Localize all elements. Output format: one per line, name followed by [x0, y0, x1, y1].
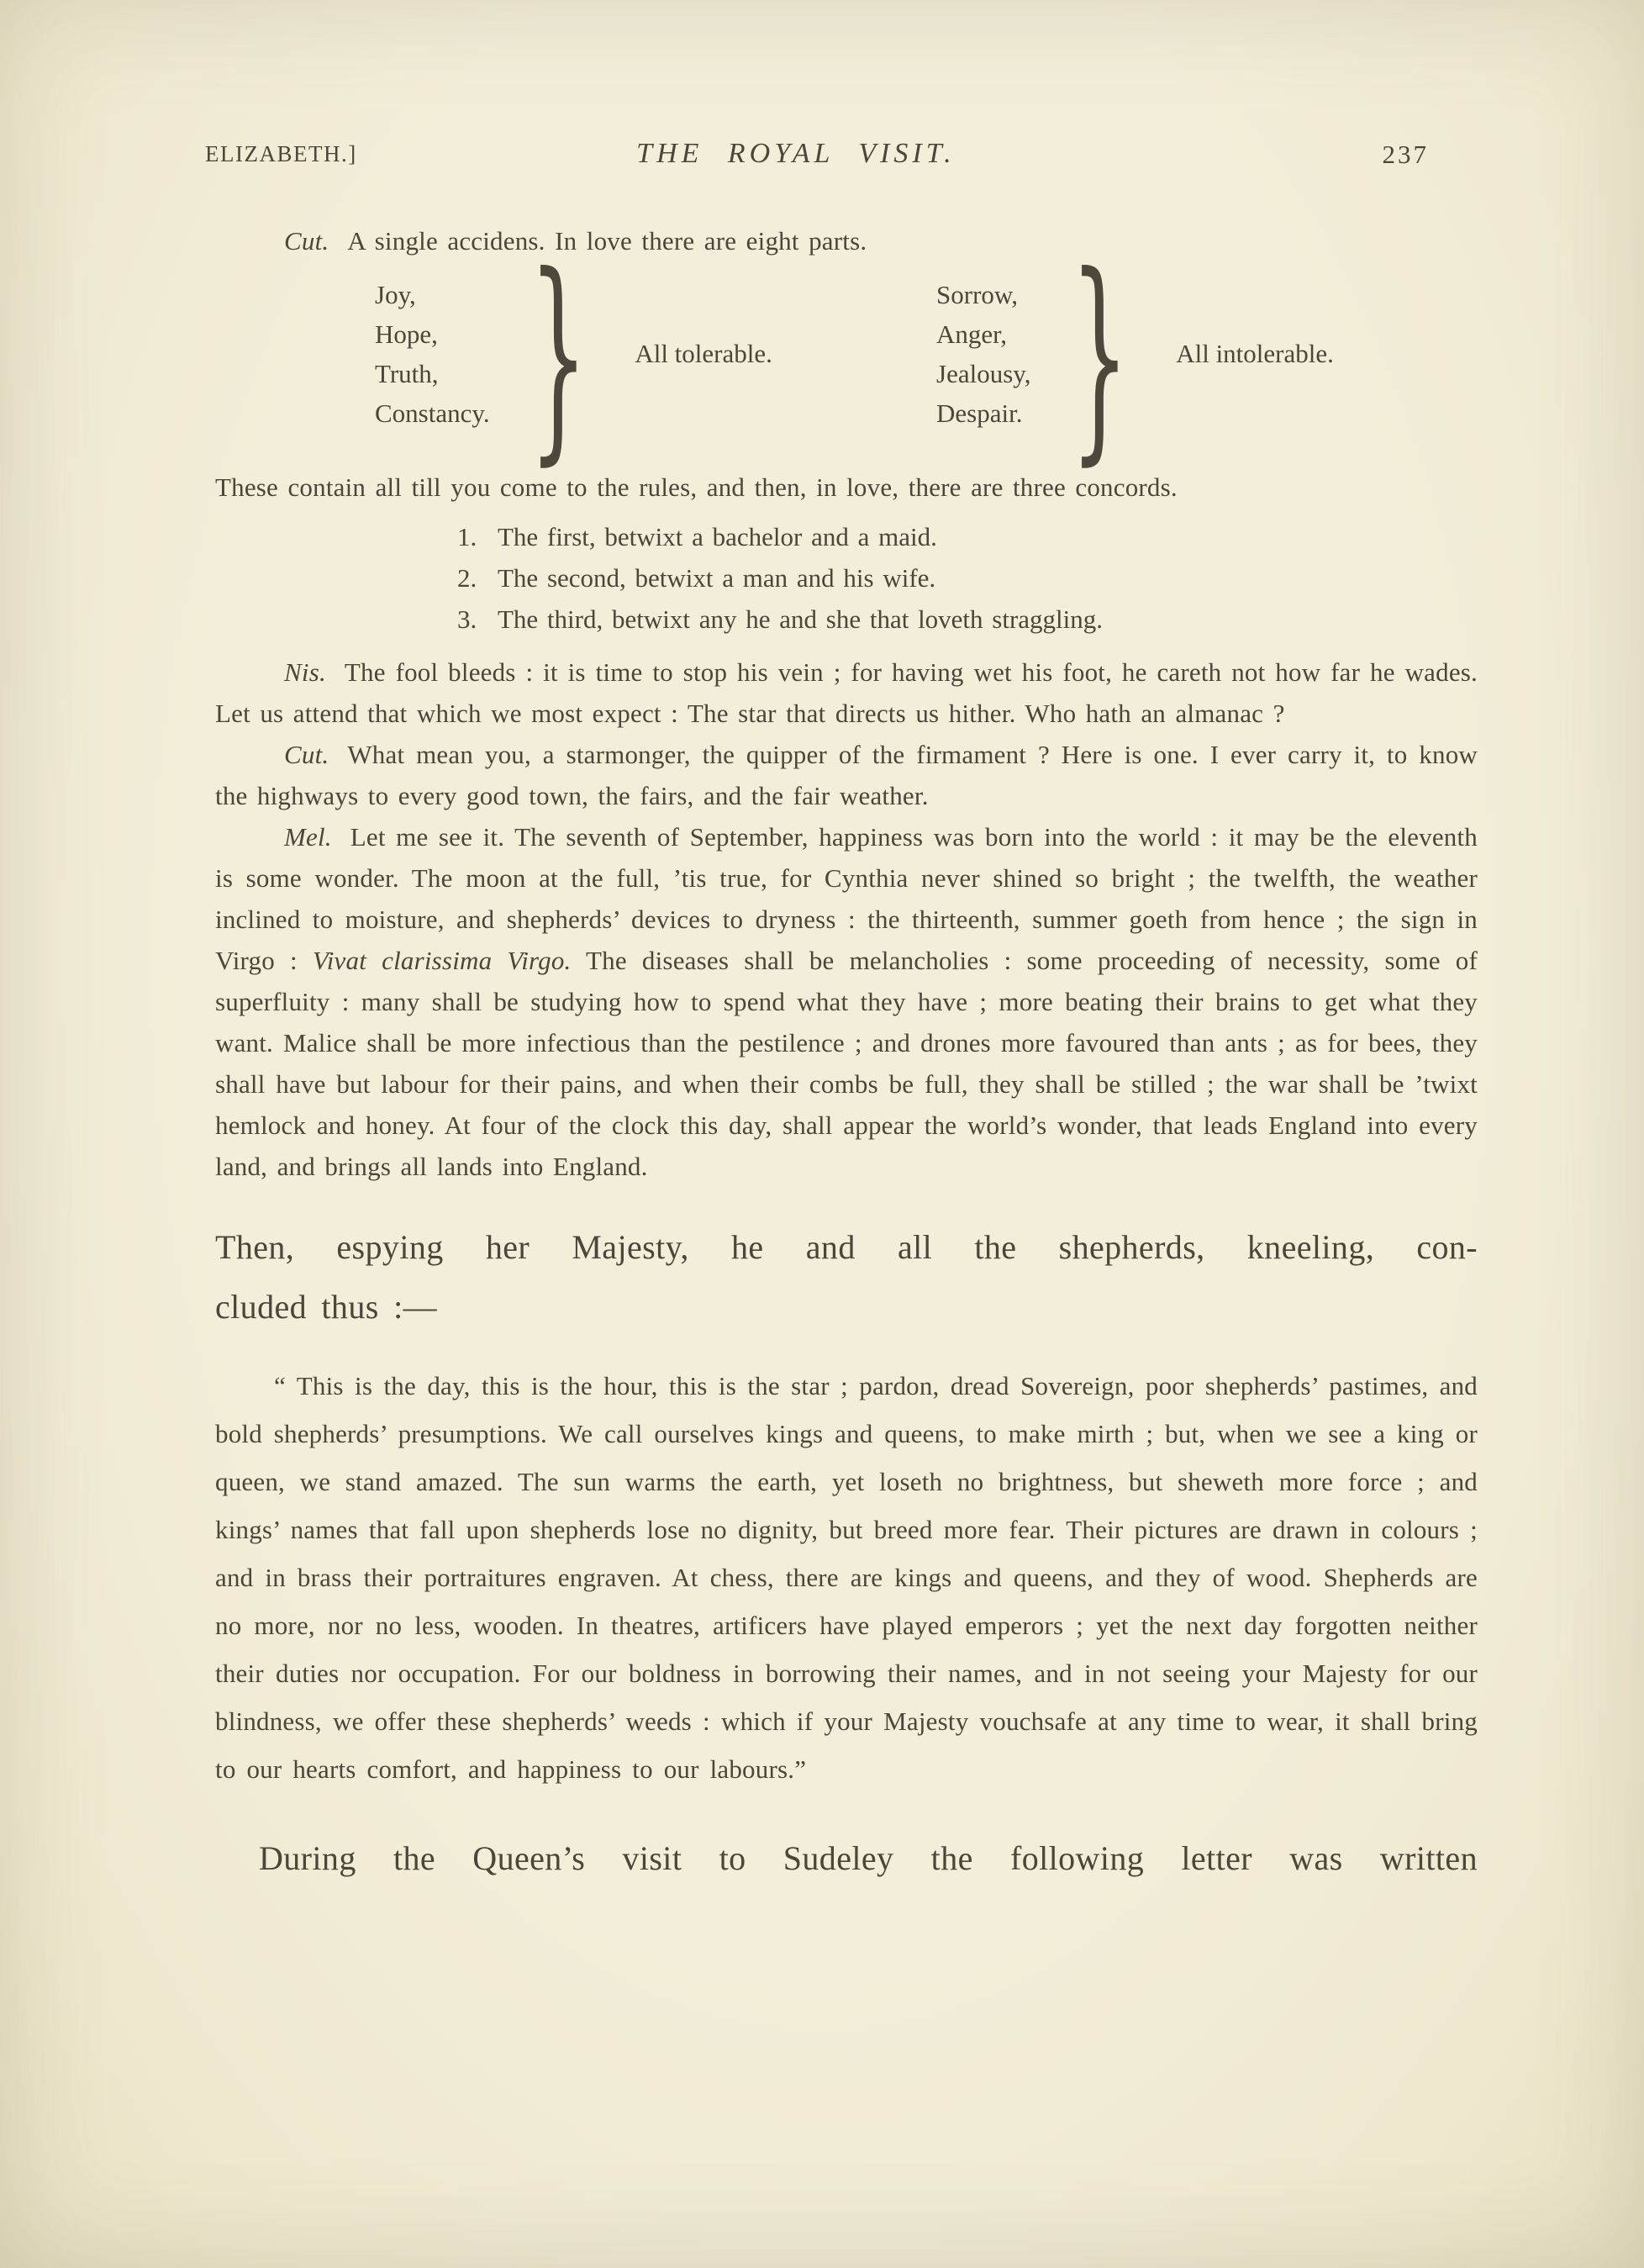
list-item: Hope, — [375, 319, 438, 349]
list-item: Joy, — [375, 280, 416, 309]
list-number: 2. — [457, 563, 477, 593]
list-item: Despair. — [936, 398, 1023, 428]
list-number: 1. — [457, 522, 477, 551]
speaker-nis: Nis. — [284, 657, 326, 687]
list-item — [457, 557, 1478, 599]
page-number: 237 — [1382, 140, 1429, 169]
running-head-context: ELIZABETH.] — [205, 141, 357, 166]
tolerable-label: All tolerable. — [635, 339, 772, 368]
display-line: Then, espying her Majesty, he and all the shepherds, kneeling, con- — [215, 1228, 1478, 1266]
intolerable-label: All intolerable. — [1176, 339, 1334, 368]
accidens-text: A single accidens. In love there are eight parts. — [347, 226, 867, 256]
paragraph-mel — [215, 816, 1478, 1187]
list-text: The third, betwixt any he and she that loveth straggling. — [498, 604, 1104, 634]
list-number: 3. — [457, 604, 477, 634]
speaker-cut: Cut. — [284, 740, 329, 769]
paragraph-during-visit: During the Queen’s visit to Sudeley the following letter was written — [259, 1839, 1478, 1877]
list-text: The second, betwixt a man and his wife. — [498, 563, 936, 593]
paragraph-accidens — [215, 220, 1478, 261]
mel-text-before: Let me see it. The seventh of September, happiness was born into the world : it may be the eleventh is some wonder. The moon at the full, ’tis true, for Cynthia never shined so bright ; the twelfth, the weather inclined to moisture, and shepherds’ devices to dryness : the thirteenth, summer goeth from hence ; the sign in Virgo : — [215, 822, 1478, 975]
speaker-mel: Mel. — [284, 822, 332, 852]
speaker-cut: Cut. — [284, 226, 329, 256]
list-item — [457, 599, 1478, 640]
intolerable-items — [936, 275, 1031, 433]
list-item: Constancy. — [375, 398, 490, 428]
paragraph-then-espying — [215, 1217, 1478, 1337]
page-content — [205, 138, 1478, 1888]
list-item — [457, 516, 1478, 557]
list-item: Anger, — [936, 319, 1007, 349]
list-item: Sorrow, — [936, 280, 1019, 309]
running-head — [205, 138, 1478, 175]
tolerable-items — [375, 275, 490, 433]
curly-brace-icon: } — [1069, 228, 1129, 484]
latin-phrase: Vivat clarissima Virgo. — [312, 946, 572, 975]
intolerable-group — [936, 228, 1334, 484]
list-text: The first, betwixt a bachelor and a maid. — [498, 522, 937, 551]
display-line: cluded thus :— — [215, 1288, 438, 1326]
cut-text: What mean you, a starmonger, the quipper of the firmament ? Here is one. I ever carry it, to know the highways to every good town, the fairs, and the fair weather. — [215, 740, 1478, 810]
nis-text: The fool bleeds : it is time to stop his vein ; for having wet his foot, he careth not how far he wades. Let us attend that which we most expect : The star that directs us hither. Who hath an almanac ? — [215, 657, 1478, 728]
paragraph-shepherds-speech: “ This is the day, this is the hour, this is the star ; pardon, dread Sovereign, poor shepherds’ pastimes, and bold shepherds’ presumptions. We call ourselves kings and queens, to make mirth ; but, when we see a king or queen, we stand amazed. The sun warms the earth, yet loseth no brightness, but sheweth more force ; and kings’ names that fall upon shepherds lose no dignity, but breed more fear. Their pictures are drawn in colours ; and in brass their portraitures engraven. At chess, there are kings and queens, and they of wood. Shepherds are no more, nor no less, wooden. In theatres, artificers have played emperors ; yet the next day forgotten neither their duties nor occupation. For our boldness in borrowing their names, and in not seeing your Majesty for our blindness, we offer these shepherds’ weeds : which if your Majesty vouchsafe at any time to wear, it shall bring to our hearts comfort, and happiness to our labours.” — [215, 1371, 1478, 1784]
concord-list — [457, 516, 1478, 640]
curly-brace-icon: } — [528, 228, 588, 484]
paragraph-cut-starmonger — [215, 734, 1478, 816]
paragraph-nis — [215, 651, 1478, 734]
paragraph-concords-intro: These contain all till you come to the rules, and then, in love, there are three concords. — [215, 472, 1178, 502]
running-head-title: THE ROYAL VISIT. — [636, 138, 956, 169]
mel-text-after: The diseases shall be melancholies : some proceeding of necessity, some of superfluity : many shall be studying how to spend what they have ; more beating their brains to get what they want. Malice shall be more infectious than the pestilence ; and drones more favoured than ants ; as for bees, they shall have but labour for their pains, and when their combs be full, they shall be stilled ; the war shall be ’twixt hemlock and honey. At four of the clock this day, shall appear the world’s wonder, that leads England into every land, and brings all lands into England. — [215, 946, 1478, 1181]
list-item: Jealousy, — [936, 359, 1031, 388]
list-item: Truth, — [375, 359, 439, 388]
